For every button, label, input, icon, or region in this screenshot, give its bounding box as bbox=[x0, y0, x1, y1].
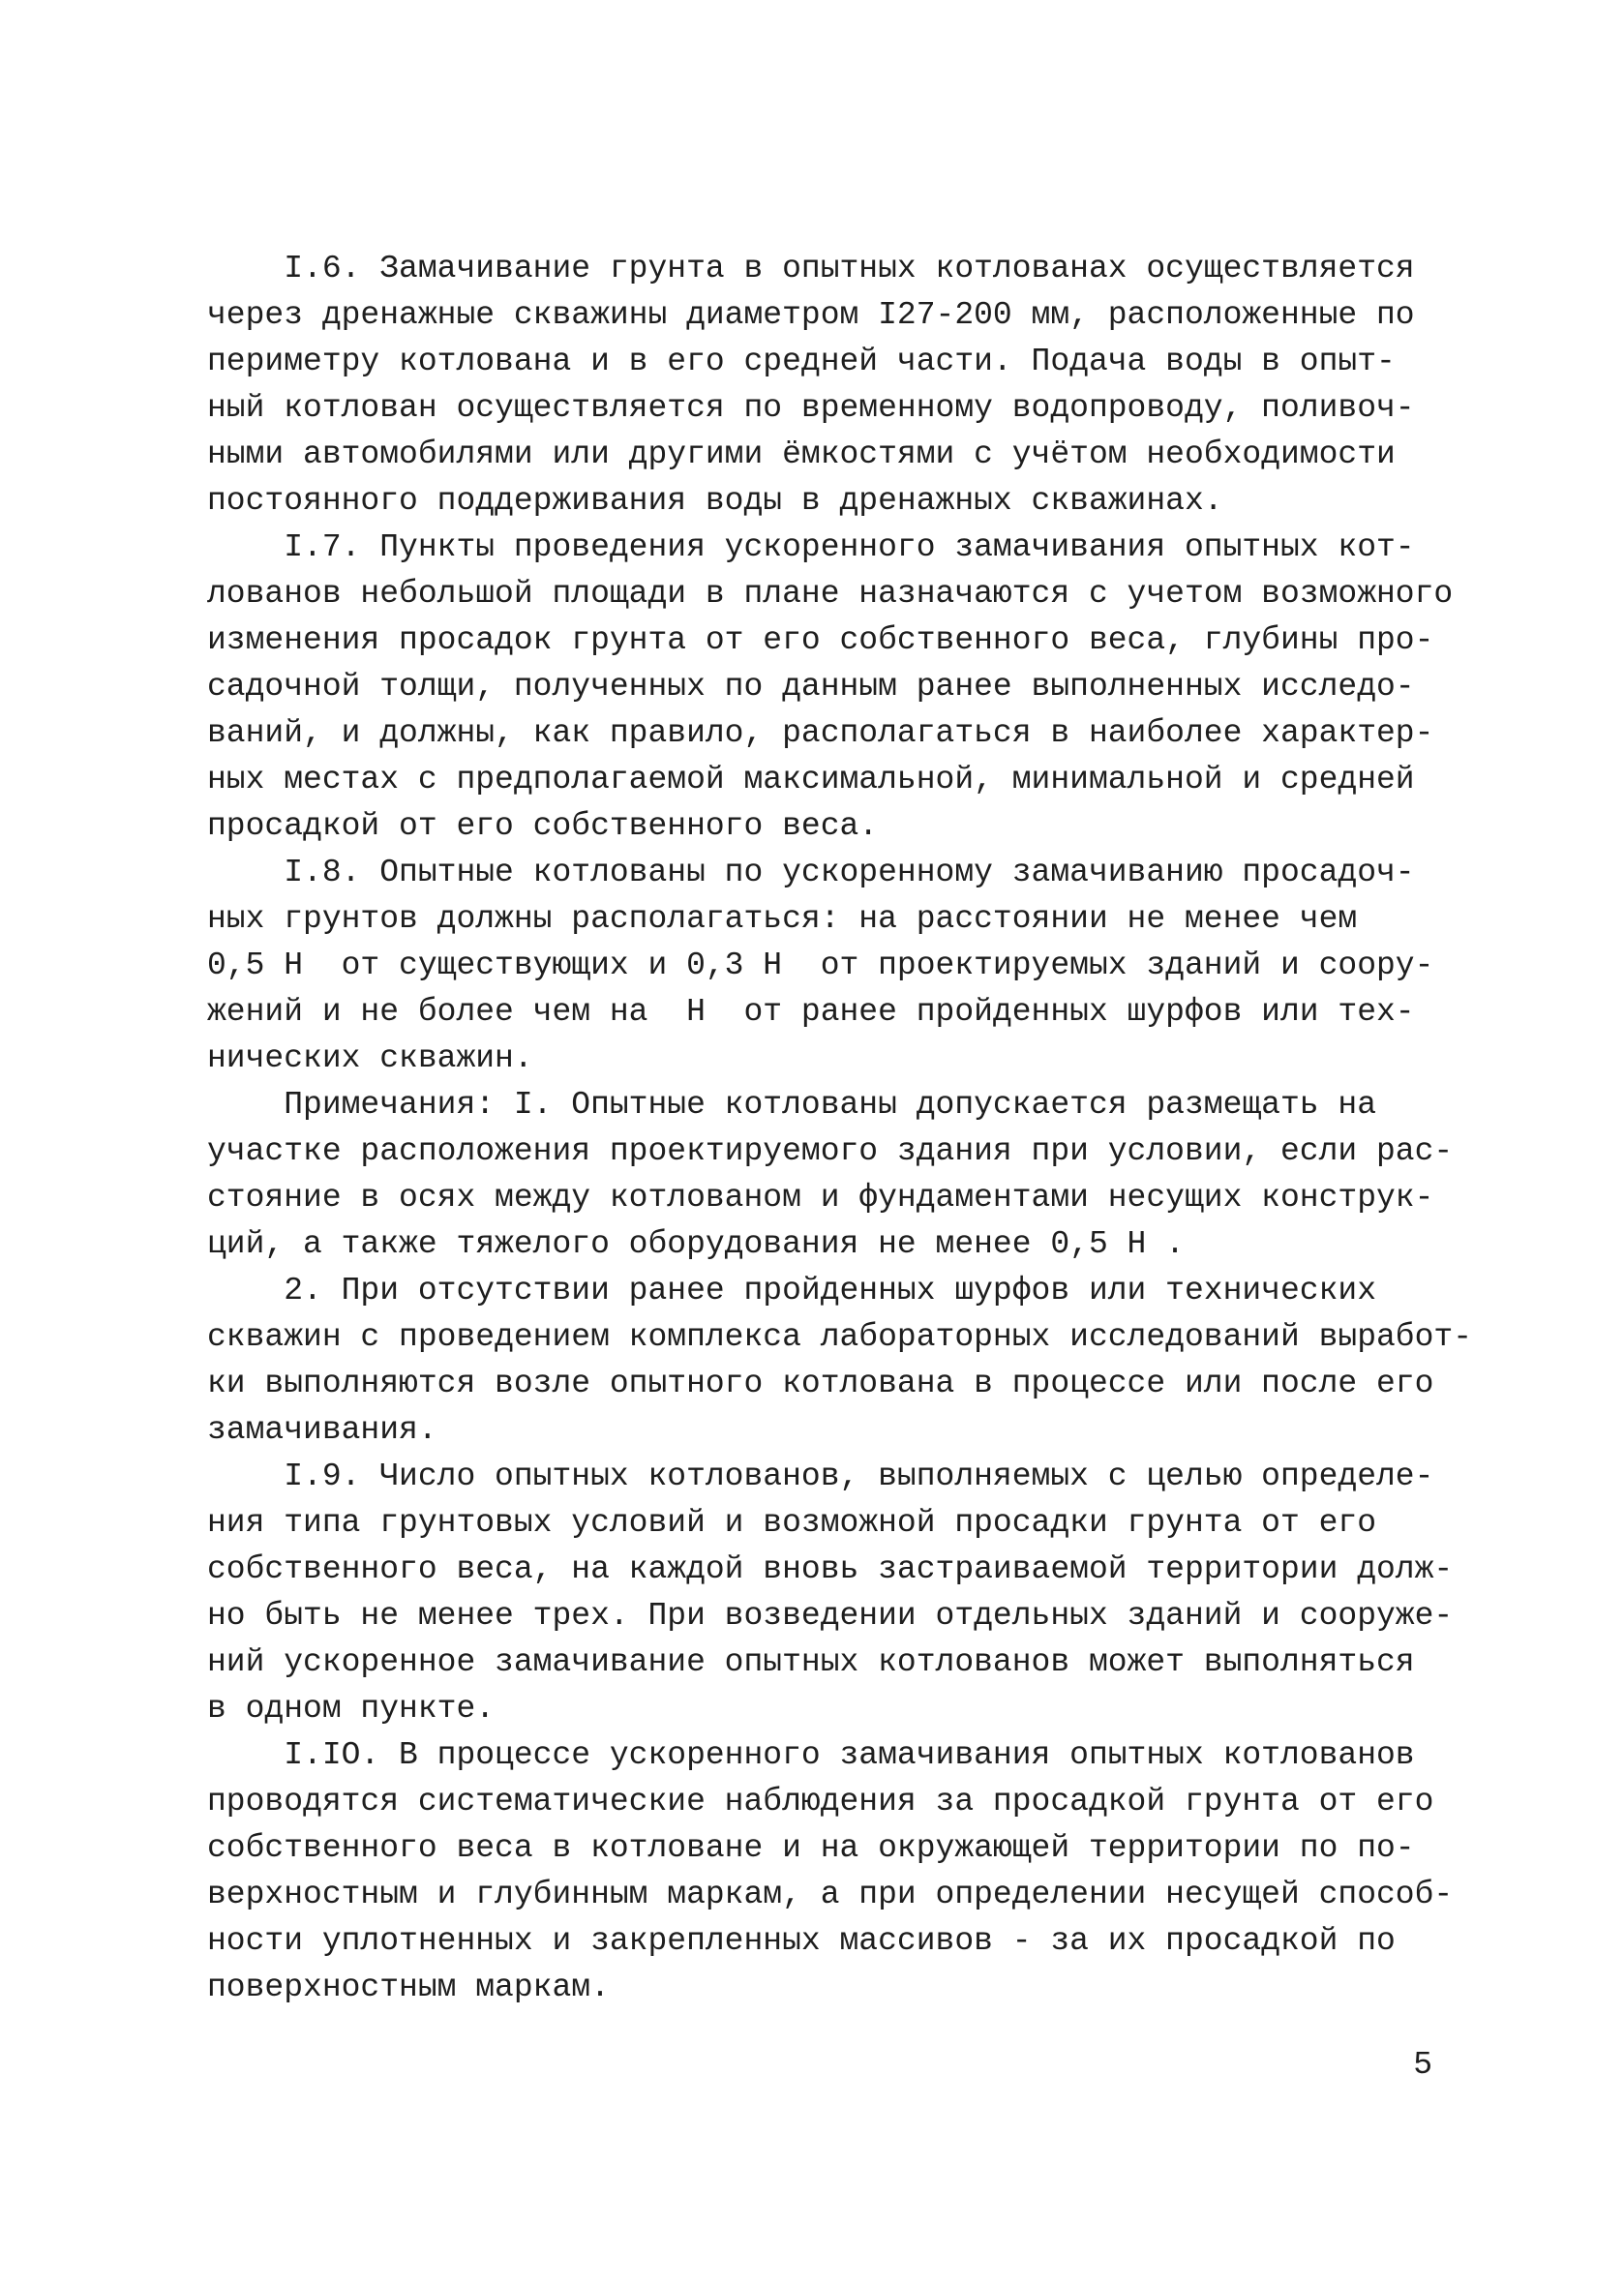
text-line: I.IO. В процессе ускоренного замачивания опытных котлованов bbox=[207, 1737, 1415, 1773]
text-line: но быть не менее трех. При возведении отдельных зданий и сооруже- bbox=[207, 1598, 1454, 1634]
text-line: ных грунтов должны располагаться: на расстоянии не менее чем bbox=[207, 901, 1358, 937]
text-line: 2. При отсутствии ранее пройденных шурфов или технических bbox=[207, 1273, 1376, 1308]
text-line: I.7. Пункты проведения ускоренного замачивания опытных кот- bbox=[207, 529, 1415, 565]
text-line: верхностным и глубинным маркам, а при определении несущей способ- bbox=[207, 1877, 1454, 1912]
text-line: 0,5 H от существующих и 0,3 H от проектируемых зданий и соору- bbox=[207, 947, 1434, 983]
text-line: жений и не более чем на H от ранее пройденных шурфов или тех- bbox=[207, 994, 1415, 1030]
text-line: ций, а также тяжелого оборудования не менее 0,5 H . bbox=[207, 1226, 1185, 1262]
text-line: собственного веса в котловане и на окружающей территории по по- bbox=[207, 1830, 1415, 1866]
text-line: в одном пункте. bbox=[207, 1691, 496, 1727]
text-line: ний ускоренное замачивание опытных котлованов может выполняться bbox=[207, 1644, 1415, 1680]
text-line: участке расположения проектируемого здания при условии, если рас- bbox=[207, 1133, 1454, 1169]
text-line: просадкой от его собственного веса. bbox=[207, 808, 879, 844]
text-line: садочной толщи, полученных по данным ранее выполненных исследо- bbox=[207, 669, 1415, 705]
text-line: I.8. Опытные котлованы по ускоренному замачиванию просадоч- bbox=[207, 855, 1415, 890]
text-line: ки выполняются возле опытного котлована в процессе или после его bbox=[207, 1366, 1434, 1401]
text-line: ваний, и должны, как правило, располагаться в наиболее характер- bbox=[207, 715, 1434, 751]
text-line: Примечания: I. Опытные котлованы допускается размещать на bbox=[207, 1087, 1376, 1123]
page-number: 5 bbox=[1413, 2047, 1432, 2083]
text-line: проводятся систематические наблюдения за просадкой грунта от его bbox=[207, 1784, 1434, 1820]
text-line: ния типа грунтовых условий и возможной просадки грунта от его bbox=[207, 1505, 1376, 1541]
text-line: нических скважин. bbox=[207, 1040, 533, 1076]
text-line: изменения просадок грунта от его собственного веса, глубины про- bbox=[207, 622, 1434, 658]
text-line: ными автомобилями или другими ёмкостями с учётом необходимости bbox=[207, 436, 1396, 472]
text-line: через дренажные скважины диаметром I27-200 мм, расположенные по bbox=[207, 297, 1415, 333]
text-line: постоянного поддерживания воды в дренажных скважинах. bbox=[207, 483, 1223, 519]
text-line: скважин с проведением комплекса лабораторных исследований выработ- bbox=[207, 1319, 1473, 1355]
text-line: стояние в осях между котлованом и фундаментами несущих конструк- bbox=[207, 1180, 1434, 1216]
text-line: собственного веса, на каждой вновь застраиваемой территории долж- bbox=[207, 1551, 1454, 1587]
text-line: поверхностным маркам. bbox=[207, 1970, 610, 2005]
body-text bbox=[207, 246, 1473, 2011]
text-line: ных местах с предполагаемой максимальной, минимальной и средней bbox=[207, 762, 1415, 797]
text-line: лованов небольшой площади в плане назначаются с учетом возможного bbox=[207, 576, 1454, 612]
text-line: замачивания. bbox=[207, 1412, 437, 1448]
text-line: I.6. Замачивание грунта в опытных котлованах осуществляется bbox=[207, 251, 1415, 286]
text-line: ный котлован осуществляется по временному водопроводу, поливоч- bbox=[207, 390, 1415, 426]
text-line: I.9. Число опытных котлованов, выполняемых с целью определе- bbox=[207, 1459, 1434, 1494]
text-line: периметру котлована и в его средней части. Подача воды в опыт- bbox=[207, 344, 1396, 379]
text-line: ности уплотненных и закрепленных массивов - за их просадкой по bbox=[207, 1923, 1396, 1959]
